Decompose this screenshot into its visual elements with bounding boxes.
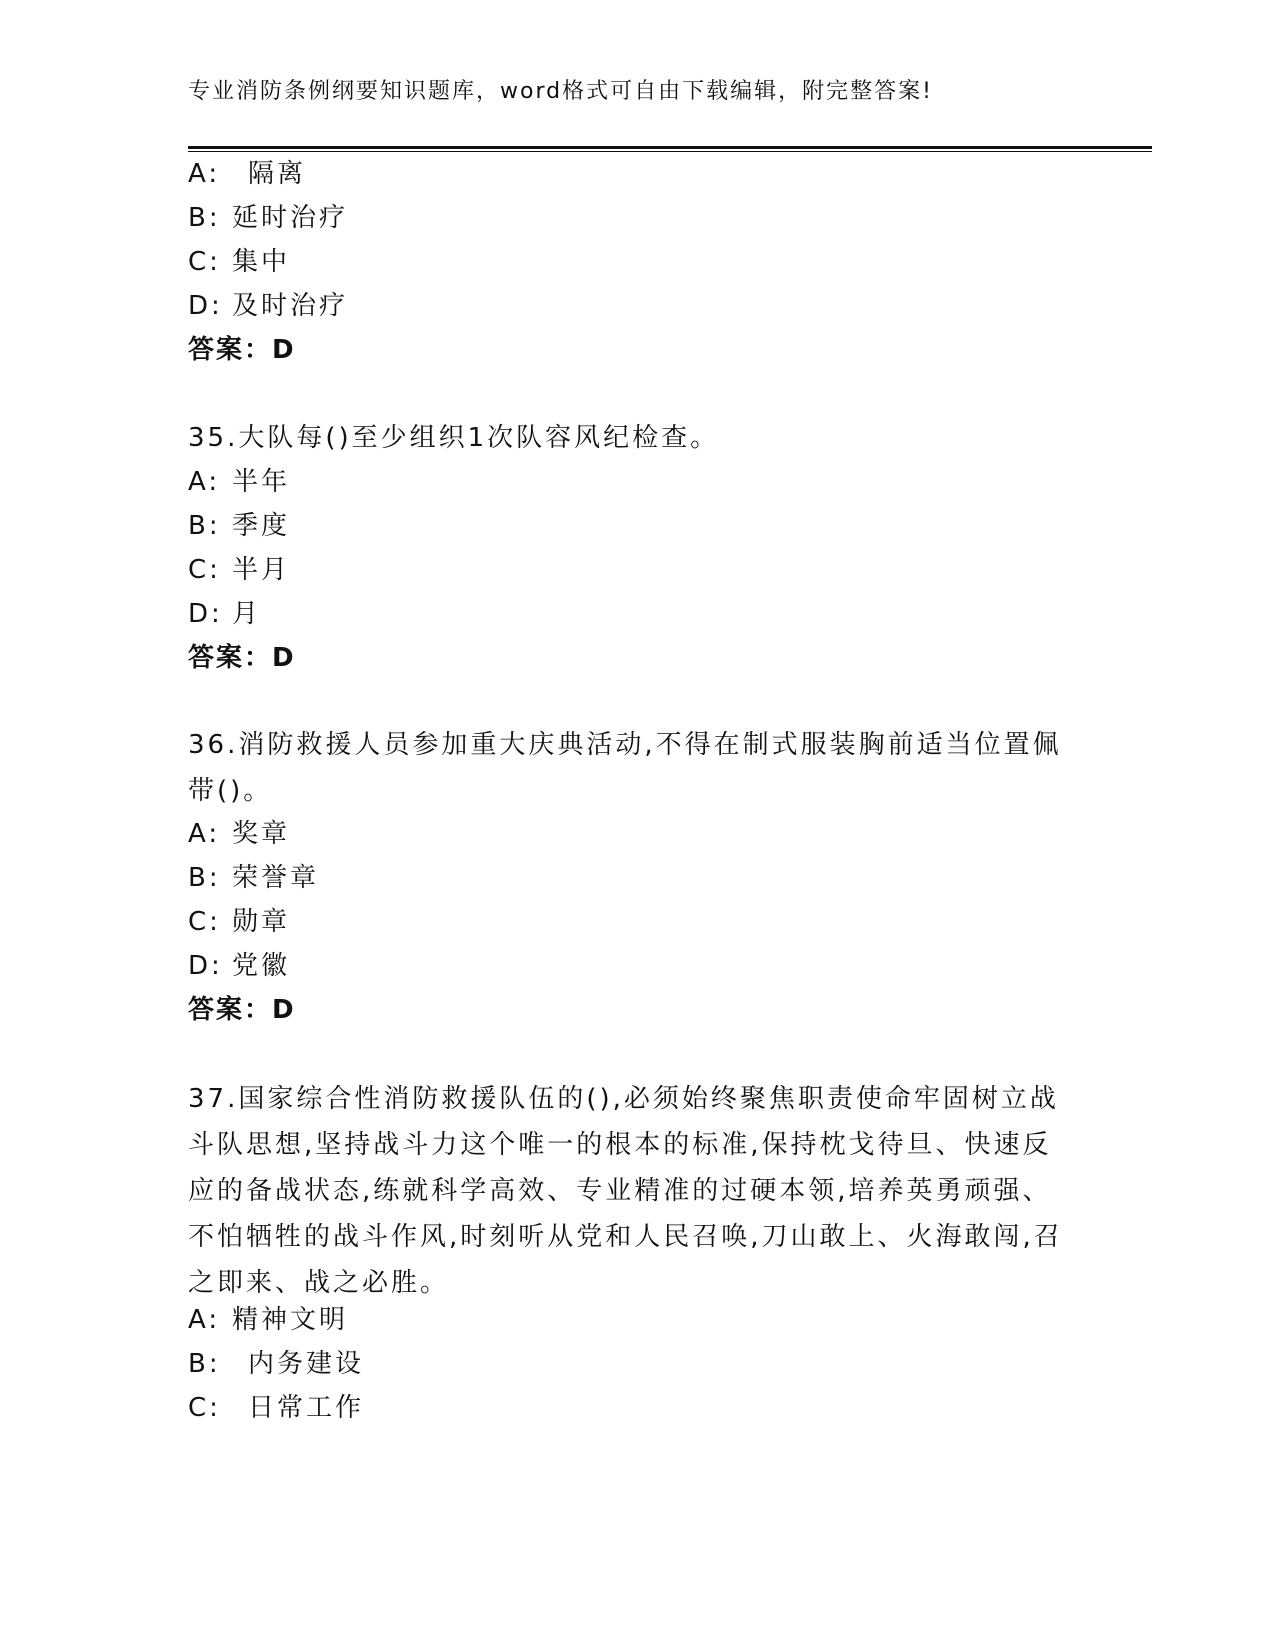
- question-35: 35.大队每()至少组织1次队容风纪检查。: [188, 423, 720, 453]
- option-text: 延时治疗: [232, 203, 349, 233]
- option-c: [188, 902, 290, 942]
- option-b: [188, 506, 290, 546]
- option-c: [188, 550, 290, 590]
- header-divider: [188, 146, 1152, 153]
- option-key: C:: [188, 1393, 221, 1423]
- option-key: C:: [188, 555, 221, 585]
- option-c: [188, 1388, 364, 1428]
- option-key: C:: [188, 247, 221, 277]
- option-key: A:: [188, 1305, 221, 1335]
- header-divider-thick: [188, 146, 1152, 149]
- option-text: 精神文明: [232, 1305, 349, 1335]
- option-c: [188, 242, 290, 282]
- option-key: D:: [188, 951, 223, 981]
- answer-line: 答案：D: [188, 995, 296, 1025]
- option-b: [188, 858, 319, 898]
- page-header: 专业消防条例纲要知识题库，word格式可自由下载编辑，附完整答案!: [188, 79, 933, 104]
- option-d: [188, 946, 290, 986]
- option-text: 集中: [232, 247, 291, 277]
- option-text: 及时治疗: [232, 291, 349, 321]
- option-d: [188, 594, 261, 634]
- option-d: [188, 286, 348, 326]
- option-text: 荣誉章: [232, 863, 320, 893]
- option-text: 季度: [232, 511, 291, 541]
- option-text: 奖章: [232, 819, 291, 849]
- option-b: [188, 1344, 364, 1384]
- option-key: B:: [188, 863, 221, 893]
- option-a: [188, 154, 306, 194]
- option-key: C:: [188, 907, 221, 937]
- option-a: [188, 462, 290, 502]
- option-key: B:: [188, 203, 221, 233]
- option-text: 日常工作: [248, 1393, 365, 1423]
- header-divider-thin: [188, 151, 1152, 152]
- option-a: [188, 814, 290, 854]
- answer-line: 答案：D: [188, 643, 296, 673]
- option-text: 内务建设: [248, 1349, 365, 1379]
- option-key: A:: [188, 467, 221, 497]
- option-text: 党徽: [232, 951, 291, 981]
- option-text: 隔离: [248, 159, 307, 189]
- question-37: 37.国家综合性消防救援队伍的(),必须始终聚焦职责使命牢固树立战斗队思想,坚持战斗力这个唯一的根本的标准,保持枕戈待旦、快速反应的备战状态,练就科学高效、专业精准的过硬本领,培养英勇顽强、不怕牺牲的战斗作风,时刻听从党和人民召唤,刀山敢上、火海敢闯,召之即来、战之必胜。: [188, 1084, 1063, 1298]
- option-a: [188, 1300, 348, 1340]
- option-key: D:: [188, 291, 223, 321]
- question-36: 36.消防救援人员参加重大庆典活动,不得在制式服装胸前适当位置佩带()。: [188, 730, 1062, 806]
- option-key: D:: [188, 599, 223, 629]
- option-text: 半月: [232, 555, 291, 585]
- option-text: 月: [232, 599, 262, 629]
- option-text: 半年: [232, 467, 291, 497]
- option-key: A:: [188, 159, 221, 189]
- option-key: A:: [188, 819, 221, 849]
- option-text: 勋章: [232, 907, 291, 937]
- option-b: [188, 198, 348, 238]
- option-key: B:: [188, 511, 221, 541]
- option-key: B:: [188, 1349, 221, 1379]
- answer-line: 答案：D: [188, 335, 296, 365]
